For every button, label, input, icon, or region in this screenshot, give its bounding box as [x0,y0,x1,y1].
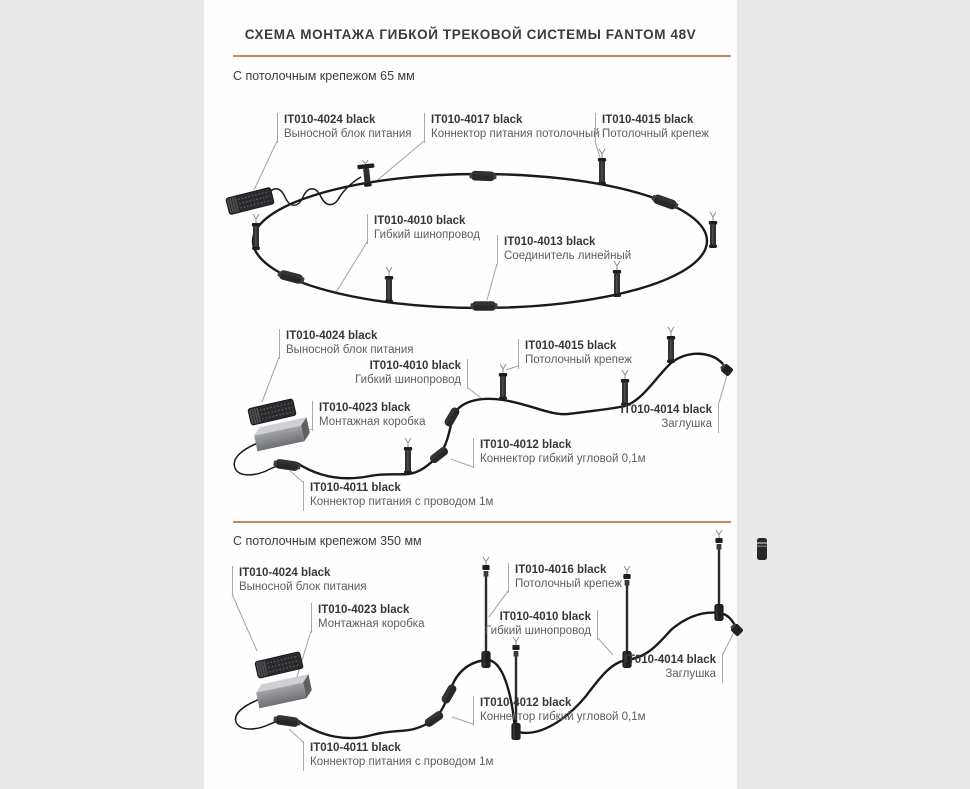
part-code: IT010-4010 black [499,611,591,623]
part-label-it010-4024 [232,566,367,596]
ceiling-mount-350-cap [623,566,630,586]
part-code: IT010-4014 black [620,404,712,416]
part-code: IT010-4011 black [310,742,401,754]
part-code: IT010-4023 black [318,604,410,616]
part-label-it010-4023 [311,603,424,633]
part-desc: Коннектор питания потолочный [431,127,600,140]
part-code: IT010-4024 black [286,330,378,342]
part-code: IT010-4012 black [480,697,572,709]
power-supply-unit [226,187,275,215]
part-code: IT010-4024 black [239,567,331,579]
part-desc: Выносной блок питания [239,580,367,593]
corner-connector [423,710,444,729]
part-label-it010-4015 [595,113,709,143]
ceiling-mount-65 [252,214,260,250]
part-label-it010-4010 [355,359,468,389]
part-code: IT010-4013 black [504,236,596,248]
part-desc: Потолочный крепеж [515,577,622,590]
part-desc: Коннектор питания с проводом 1м [310,495,494,508]
ceiling-mount-65 [613,261,621,297]
part-label-it010-4014 [621,403,719,433]
part-code: IT010-4011 black [310,482,401,494]
cropped-artifact-rod [757,538,767,560]
part-label-it010-4024 [277,113,412,143]
part-desc: Потолочный крепеж [602,127,709,140]
ceiling-mount-65 [404,438,412,474]
part-desc: Коннектор питания с проводом 1м [310,755,494,768]
part-label-it010-4013 [497,235,631,265]
mounting-box [255,674,314,708]
part-label-it010-4024 [279,329,414,359]
corner-connector [428,445,449,464]
part-label-it010-4016 [508,563,622,593]
ceiling-mount-350-cap [715,530,722,550]
part-desc: Заглушка [661,417,712,430]
section-heading-65mm: С потолочным крепежом 65 мм [233,69,415,83]
part-desc: Монтажная коробка [318,617,425,630]
part-label-it010-4010 [485,610,598,640]
power-cable [267,177,361,205]
part-label-it010-4011 [303,481,493,511]
part-code: IT010-4015 black [602,114,694,126]
ceiling-mount-65 [709,212,717,248]
ceiling-mount-65 [499,364,507,400]
part-label-it010-4014 [625,653,723,683]
power-connector-wire [273,458,301,471]
part-desc: Гибкий шинопровод [355,373,461,386]
part-label-it010-4017 [424,113,600,143]
end-cap [719,362,734,377]
part-code: IT010-4012 black [480,439,572,451]
part-desc: Выносной блок питания [286,343,414,356]
ceiling-mount-350-cap [482,557,489,577]
ceiling-mount-65 [621,370,629,406]
flex-track-ring [253,174,707,308]
part-label-it010-4023 [312,401,425,431]
part-label-it010-4012 [473,696,646,726]
part-desc: Выносной блок питания [284,127,412,140]
page-title: СХЕМА МОНТАЖА ГИБКОЙ ТРЕКОВОЙ СИСТЕМЫ FANTOM 48V [244,27,697,42]
part-desc: Гибкий шинопровод [374,228,480,241]
part-label-it010-4012 [473,438,646,468]
linear-joint [277,269,306,285]
part-label-it010-4011 [303,741,493,771]
part-code: IT010-4016 black [515,564,607,576]
linear-joint [469,171,496,182]
part-desc: Коннектор гибкий угловой 0,1м [480,710,646,723]
part-code: IT010-4014 black [624,654,716,666]
part-code: IT010-4023 black [319,402,411,414]
part-label-it010-4010 [367,214,480,244]
ceiling-mount-65 [667,327,675,363]
ceiling-mount-350-foot [714,604,723,621]
part-code: IT010-4024 black [284,114,376,126]
part-label-it010-4015 [518,339,632,369]
part-desc: Гибкий шинопровод [485,624,591,637]
part-code: IT010-4017 black [431,114,523,126]
part-desc: Соединитель линейный [504,249,632,262]
ceiling-mount-350-foot [481,651,490,668]
power-supply-unit [255,652,304,679]
end-cap [729,622,744,637]
accent-divider [233,55,731,57]
part-desc: Заглушка [665,667,716,680]
part-desc: Монтажная коробка [319,415,426,428]
part-code: IT010-4015 black [525,340,617,352]
part-desc: Потолочный крепеж [525,353,632,366]
part-code: IT010-4010 black [374,215,466,227]
linear-joint [651,193,680,211]
ceiling-mount-65 [385,267,393,303]
accent-divider [233,521,731,523]
power-connector-wire [273,714,301,727]
linear-joint [471,301,498,311]
part-desc: Коннектор гибкий угловой 0,1м [480,452,646,465]
part-code: IT010-4010 black [369,360,461,372]
corner-connector [443,406,461,428]
corner-connector [440,683,458,705]
section-heading-350mm: С потолочным крепежом 350 мм [233,534,422,548]
